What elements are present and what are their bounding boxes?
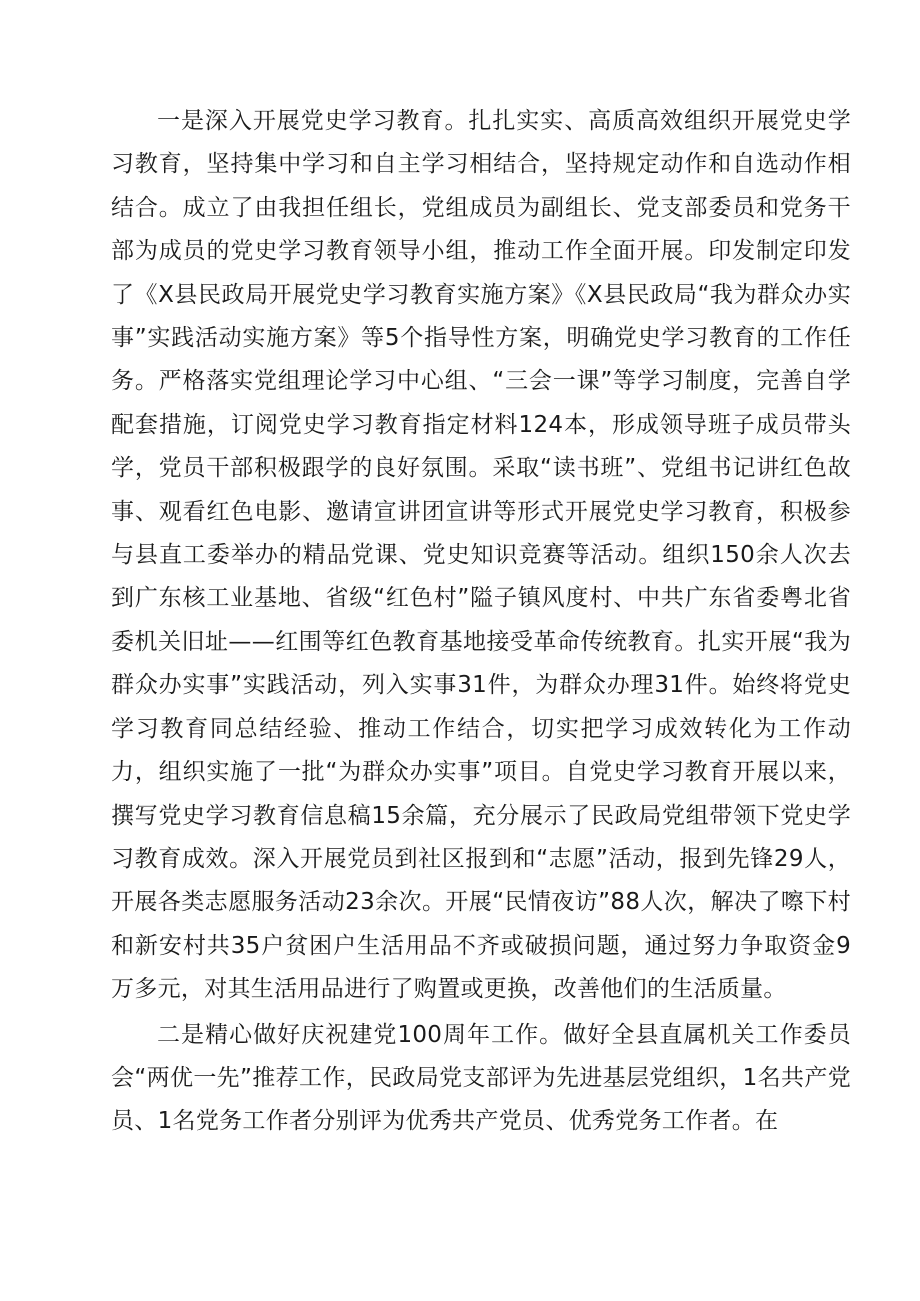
document-body [111,100,851,1144]
paragraph-party-history-education: 一是深入开展党史学习教育。扎扎实实、高质高效组织开展党史学习教育，坚持集中学习和自主学习相结合，坚持规定动作和自选动作相结合。成立了由我担任组长，党组成员为副组长、党支部委员和党务干部为成员的党史学习教育领导小组，推动工作全面开展。印发制定印发了《X县民政局开展党史学习教育实施方案》《X县民政局“我为群众办实事”实践活动实施方案》等5个指导性方案，明确党史学习教育的工作任务。严格落实党组理论学习中心组、“三会一课”等学习制度，完善自学配套措施，订阅党史学习教育指定材料124本，形成领导班子成员带头学，党员干部积极跟学的良好氛围。采取“读书班”、党组书记讲红色故事、观看红色电影、邀请宣讲团宣讲等形式开展党史学习教育，积极参与县直工委举办的精品党课、党史知识竞赛等活动。组织150余人次去到广东核工业基地、省级“红色村”隘子镇风度村、中共广东省委粤北省委机关旧址——红围等红色教育基地接受革命传统教育。扎实开展“我为群众办实事”实践活动，列入实事31件，为群众办理31件。始终将党史学习教育同总结经验、推动工作结合，切实把学习成效转化为工作动力，组织实施了一批“为群众办实事”项目。自党史学习教育开展以来，撰写党史学习教育信息稿15余篇，充分展示了民政局党组带领下党史学习教育成效。深入开展党员到社区报到和“志愿”活动，报到先锋29人，开展各类志愿服务活动23余次。开展“民情夜访”88人次，解决了嚓下村和新安村共35户贫困户生活用品不齐或破损问题，通过努力争取资金9万多元，对其生活用品进行了购置或更换，改善他们的生活质量。 [111,108,851,1003]
paragraph-party-centenary-work: 二是精心做好庆祝建党100周年工作。做好全县直属机关工作委员会“两优一先”推荐工作，民政局党支部评为先进基层党组织，1名共产党员、1名党务工作者分别评为优秀共产党员、优秀党务工作者。在 [111,1021,851,1135]
